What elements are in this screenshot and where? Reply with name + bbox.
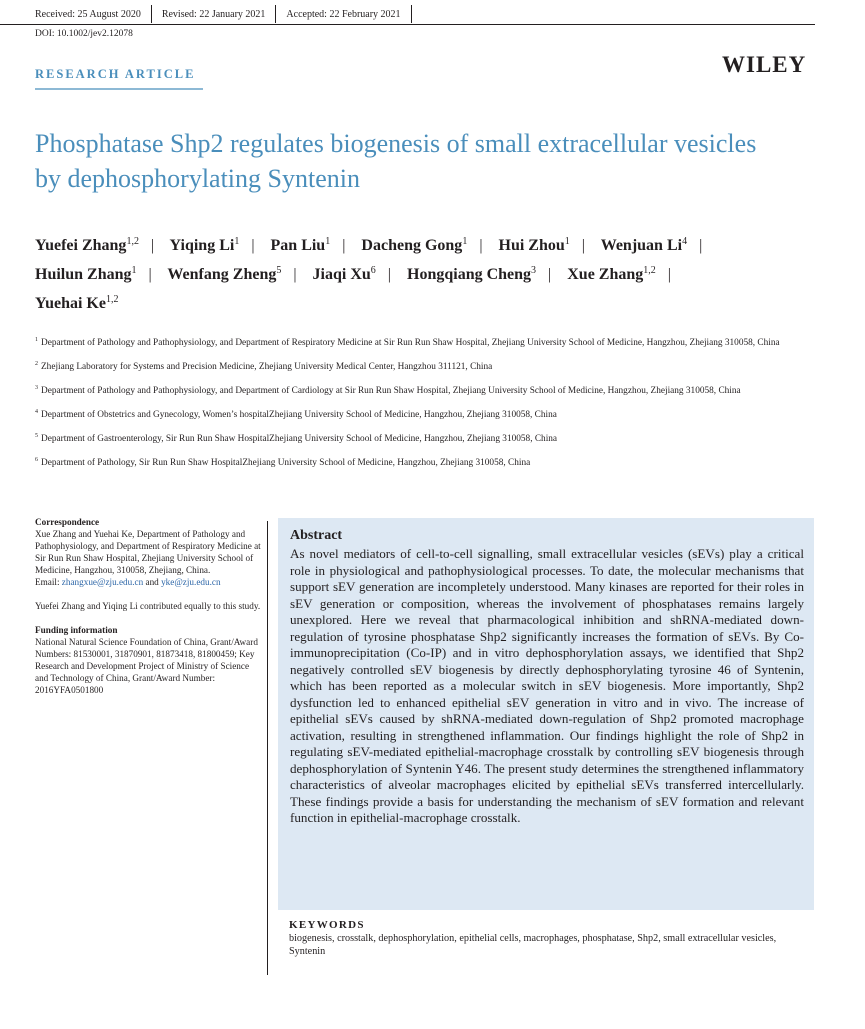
divider: [151, 5, 152, 23]
affiliation: $^5$ Department of Gastroenterology, Sir Run Run Shaw HospitalZhejiang University School of Medicine, Hangzhou, Zhejiang 310058, China: [35, 433, 558, 444]
abstract-box: [278, 518, 814, 910]
email-link[interactable]: yke@zju.edu.cn: [161, 577, 221, 587]
accepted-date: Accepted: 22 February 2021: [286, 8, 401, 20]
funding-text: National Natural Science Foundation of China, Grant/Award Numbers: 81530001, 31870901, 81873418, 81800459; Key Research and Development Project of Ministry of Science and Technology of China, Grant/Award Number: 2016YFA0501800: [35, 637, 258, 695]
affiliation: $^6$ Department of Pathology, Sir Run Run Shaw HospitalZhejiang University School of Medicine, Hangzhou, Zhejiang 310058, China: [35, 457, 531, 468]
abstract-heading: Abstract: [290, 528, 343, 543]
author[interactable]: Hui Zhou$^1$: [498, 236, 570, 254]
divider: [275, 5, 276, 23]
publisher-logo: WILEY: [722, 52, 807, 77]
equal-contribution-note: Yuefei Zhang and Yiqing Li contributed equally to this study.: [35, 601, 261, 611]
author[interactable]: Xue Zhang$^{1,2}$: [567, 265, 656, 283]
funding: [35, 624, 261, 696]
affiliation: $^2$ Zhejiang Laboratory for Systems and Precision Medicine, Zhejiang University Medical Center, Hangzhou 311121, China: [35, 361, 493, 372]
funding-heading: Funding information: [35, 625, 118, 635]
correspondence-heading: Correspondence: [35, 517, 100, 527]
header-rule: [0, 24, 815, 25]
author[interactable]: Wenfang Zheng$^5$: [167, 265, 282, 283]
abstract-text: As novel mediators of cell-to-cell signalling, small extracellular vesicles (sEVs) play a critical role in physiological and pathophysiological processes. To date, the molecular mechanisms that support sEV generation are incompletely understood. Many kinases are reported for their roles in sEV generation or composition, whereas the involvement of phosphatases remains largely unexplored. Here we reveal that pharmacological inhibition and shRNA-mediated down-regulation of tyrosine phosphatase Shp2 significantly increases the formation of sEVs. By Co-immunoprecipitation (Co-IP) and in vitro dephosphorylation assays, we identified that Shp2 negatively controlled sEV biogenesis by directly dephosphorylating tyrosine 46 of Syntenin, which has been reported as a molecular switch in sEV biogenesis. More importantly, Shp2 dysfunction led to enhanced epithelial sEV generation in vitro and in vivo. The increase of epithelial sEVs caused by shRNA-mediated down-regulation of Shp2 promoted macrophage activation, resulting in strengthened inflammation. Our findings highlight the role of Shp2 in regulating sEV-mediated epithelial-macrophage crosstalk by controlling sEV biogenesis through dephosphorylation of Syntenin Y46. The present study determines the strengthened inflammatory characteristics of alveolar macrophages elicited by epithelial sEVs transferred intercellularly. These findings provide a basis for understanding the mechanism of sEV formation and relevant function in epithelial-macrophage crosstalk.: [290, 546, 804, 825]
author[interactable]: Hongqiang Cheng$^3$: [407, 265, 537, 283]
article-type-underline: [35, 88, 203, 90]
affiliation: $^1$ Department of Pathology and Pathophysiology, and Department of Respiratory Medicine at Sir Run Run Shaw Hospital, Zhejiang University School of Medicine, Hangzhou, Zhejiang 310058, China: [35, 337, 780, 348]
author-list: Yuefei Zhang$^{1,2}$ | Yiqing Li$^1$ | Pan Liu$^1$ | Dacheng Gong$^1$ | Hui Zhou$^1$ | Wenjuan Li$^4$ | Huilun Zhang$^1$ | Wenfang Zheng$^5$ | Jiaqi Xu$^6$ | Hongqiang Cheng$^3$ | Xue Zhang$^{1,2}$ | Yuehai Ke$^{1,2}$: [35, 236, 703, 312]
author[interactable]: Yuehai Ke$^{1,2}$: [35, 294, 119, 312]
revised-date: Revised: 22 January 2021: [161, 8, 266, 20]
sidebar: [35, 516, 261, 708]
keywords-heading: KEYWORDS: [289, 919, 365, 931]
affiliations: [35, 334, 820, 478]
author[interactable]: Yiqing Li$^1$: [169, 236, 240, 254]
author[interactable]: Yuefei Zhang$^{1,2}$: [35, 236, 139, 254]
received-date: Received: 25 August 2020: [35, 8, 141, 20]
correspondence-text: Xue Zhang and Yuehai Ke, Department of Pathology and Pathophysiology, and Department of Respiratory Medicine at Sir Run Run Shaw Hospital, Zhejiang University School of Medicine, Hangzhou, 310058, Zhejiang, China.: [35, 529, 261, 575]
author[interactable]: Dacheng Gong$^1$: [361, 236, 468, 254]
divider: [411, 5, 412, 23]
keywords-text: biogenesis, crosstalk, dephosphorylation, epithelial cells, macrophages, phosphatase, Shp2, small extracellular vesicles, Syntenin: [289, 933, 777, 957]
article-type: RESEARCH ARTICLE: [35, 67, 196, 81]
author[interactable]: Jiaqi Xu$^6$: [312, 265, 376, 283]
author[interactable]: Huilun Zhang$^1$: [35, 265, 137, 283]
author[interactable]: Pan Liu$^1$: [270, 236, 331, 254]
article-history: [35, 5, 422, 23]
author[interactable]: Wenjuan Li$^4$: [600, 236, 688, 254]
affiliation: $^3$ Department of Pathology and Pathophysiology, and Department of Cardiology at Sir Run Run Shaw Hospital, Zhejiang University School of Medicine, Hangzhou, Zhejiang 310058, China: [35, 385, 741, 396]
affiliation: $^4$ Department of Obstetrics and Gynecology, Women’s hospitalZhejiang University School of Medicine, Hangzhou, Zhejiang 310058, China: [35, 409, 557, 420]
email-link[interactable]: zhangxue@zju.edu.cn: [61, 577, 144, 587]
correspondence-email: Email: zhangxue@zju.edu.cn and yke@zju.edu.cn: [35, 577, 221, 587]
doi[interactable]: DOI: 10.1002/jev2.12078: [35, 29, 133, 39]
column-divider: [267, 521, 268, 975]
correspondence: [35, 516, 261, 588]
keywords: [289, 919, 814, 958]
article-title: Phosphatase Shp2 regulates biogenesis of small extracellular vesicles by dephosphorylating Syntenin: [35, 129, 757, 193]
